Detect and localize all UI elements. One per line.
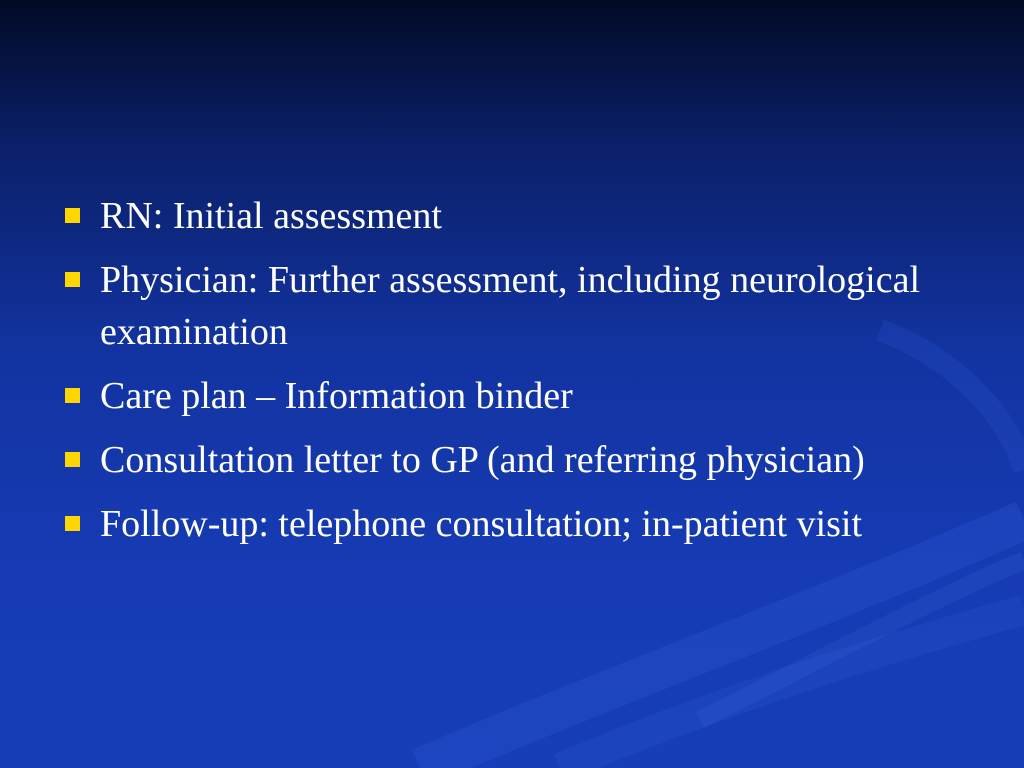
list-item	[62, 190, 962, 242]
list-item	[62, 254, 962, 358]
square-bullet-icon	[65, 388, 80, 403]
bullet-text: Follow-up: telephone consultation; in-patient visit	[100, 503, 863, 545]
square-bullet-icon	[65, 452, 80, 467]
bullet-text: Care plan – Information binder	[100, 375, 573, 417]
bullet-text: RN: Initial assessment	[100, 195, 442, 237]
bullet-list	[62, 190, 962, 562]
square-bullet-icon	[65, 516, 80, 531]
square-bullet-icon	[65, 272, 80, 287]
list-item	[62, 370, 962, 422]
bullet-text: Consultation letter to GP (and referring physician)	[100, 439, 865, 481]
list-item	[62, 434, 962, 486]
list-item	[62, 498, 962, 550]
square-bullet-icon	[65, 208, 80, 223]
bullet-text: Physician: Further assessment, including neurological examination	[100, 259, 921, 353]
